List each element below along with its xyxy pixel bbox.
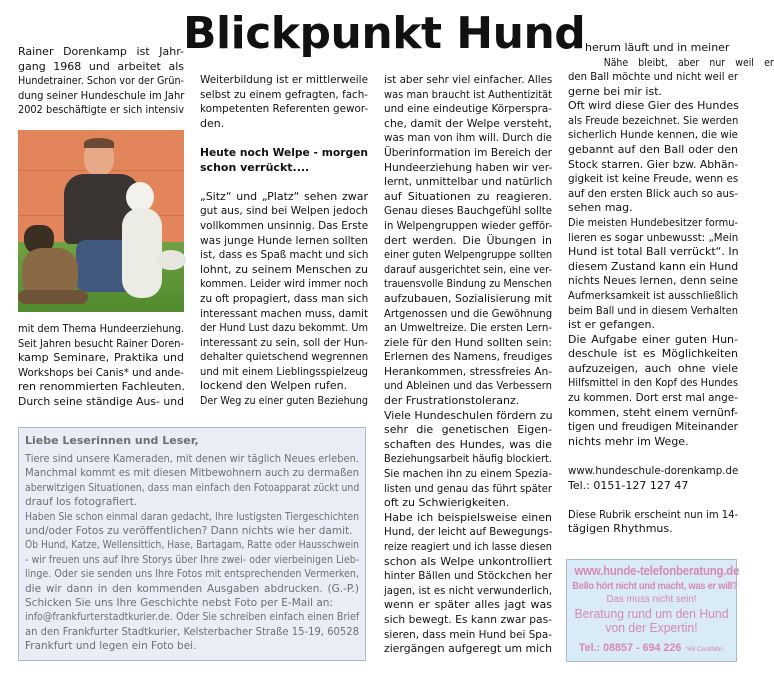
text-line: Habe ich beispielsweise einen [384, 510, 552, 524]
ad-line-4: von der Expertin! [605, 621, 698, 635]
text-line: kompetenten Referenten gewor- [200, 102, 369, 116]
text-line: „Sitz“ und „Platz“ sehen zwar [200, 189, 368, 203]
section-heading-line: Heute noch Welpe - morgen [200, 145, 368, 159]
ad-phone: Tel.: 08857 - 694 226 [578, 642, 682, 654]
text-line: in Welpengruppen wieder gefför- [384, 218, 553, 232]
text-line: Hund ist total Ball verrückt“. In [568, 245, 739, 259]
text-line: vollkommen unsinnig. Das Erste [200, 218, 369, 232]
text-line: Artgenossen und die Gewöhnung [384, 306, 553, 320]
text-line: Genau dieses Bauchgefühl sollte [384, 204, 553, 218]
column-4 [568, 70, 738, 537]
text-line: drauf los fotografiert. [25, 496, 138, 509]
text-line: den. [200, 116, 225, 130]
column-4-head [568, 41, 774, 70]
text-line: ist er gefangen. [568, 318, 655, 332]
text-line: lieren es sogar unbewusst: „Mein [568, 230, 739, 244]
text-line: interessant machen muss, damit [200, 306, 368, 320]
text-line: Hundeerziehung haben wir ver- [384, 160, 553, 174]
text-line: dung seiner Hundeschule im Jahr [18, 88, 185, 102]
text-line: herum läuft und in meiner [585, 41, 730, 54]
text-line: zu oft propagiert, dass man sich [200, 291, 369, 305]
text-line: und eine eindeutige Körperspra- [384, 102, 552, 116]
text-line: und mit einem Lieblingsspielzeug [200, 364, 368, 378]
text-line: an Umweltreize. Die ersten Lern- [384, 321, 553, 335]
text-line: Der Weg zu einer guten Beziehung [200, 394, 368, 408]
column-1-intro [18, 45, 184, 118]
text-line: Beziehungsarbeit häufig blockiert. [384, 452, 552, 466]
text-line: sehen mag. [568, 201, 633, 215]
text-line: gang 1968 und arbeitet als [18, 59, 184, 73]
text-line: - wir freuen uns auf Ihre Storys über Ihre zwei- oder vierbeinigen Lieb- [25, 553, 360, 566]
ad-line-2: Das muss nicht sein! [606, 594, 697, 605]
text-line: kommen. Leider wird immer noch [200, 277, 369, 291]
text-line: aufzubauen, Sozialisierung mit [384, 291, 552, 305]
text-line: zu kommen. Dort erst mal ange- [568, 391, 738, 405]
text-line: was man von ihm will. Durch die [384, 131, 553, 145]
text-line: tägigen Rhythmus. [568, 522, 673, 536]
text-line: lernt, unmittelbar und natürlich [384, 175, 553, 189]
text-line: che, damit der Welpe versteht, [384, 116, 552, 130]
text-line: sieren, dass mein Hund bei Spa- [384, 627, 552, 641]
column-1-bio [18, 322, 184, 410]
text-line: Hilfsmittel in den Kopf des Hundes [568, 376, 738, 390]
text-line: Haben Sie schon einmal daran gedacht, Ihre lustigsten Tiergeschichten [25, 510, 359, 523]
telefonberatung-ad[interactable] [566, 559, 740, 662]
paragraph-gap [568, 493, 738, 508]
text-line: gebannt auf den Ball oder den [568, 142, 738, 156]
paragraph-gap [200, 131, 368, 146]
text-line: Hund, der leicht auf Bewegungs- [384, 525, 553, 539]
text-line: Weiterbildung ist er mittlerweile [200, 73, 368, 86]
text-line: die wir dann in den kommenden Ausgaben abdrucken. (G.-P.) [25, 582, 359, 595]
text-line: Sie machen ihn zu einem Spezia- [384, 467, 552, 481]
reader-box-heading: Liebe Leserinnen und Leser, [25, 434, 199, 447]
text-line: Seit Jahren besucht Rainer Doren- [18, 336, 184, 350]
text-line: an den Frankfurter Stadtkurier, Kelsterbacher Straße 15-19, 60528 [25, 625, 359, 638]
text-line: mit dem Thema Hundeerziehung. [18, 322, 185, 335]
text-line: als Freude bezeichnet. Sie werden [568, 113, 739, 127]
text-line: schaften des Hundes, was die [384, 437, 552, 451]
text-line: Nähe bleibt, aber nur weil er [603, 55, 774, 69]
text-line: listen und genau das führt später [384, 481, 552, 495]
text-line: Frankfurt und legen ein Foto bei. [25, 640, 197, 653]
page-title: Blickpunkt Hund [183, 8, 586, 59]
text-line: selbst zu einem gefragten, fach- [200, 87, 368, 101]
reader-box-body [25, 452, 359, 654]
text-line: Diese Rubrik erscheint nun im 14- [568, 507, 739, 521]
text-line: sich bewegt. Es kann zwar pas- [384, 612, 552, 626]
text-line: dehalter quietschend wegrennen [200, 350, 369, 364]
text-line: der Frustrationstoleranz. [384, 394, 520, 408]
text-line: aufzuzeigen, auch ohne viele [568, 361, 738, 375]
text-line: nichts mehr im Wege. [568, 434, 689, 448]
text-line: ren renommierten Fachleuten. [18, 380, 186, 394]
text-line: dert werden. Die Übungen in [384, 233, 552, 247]
text-line: gut aus, sind bei Welpen jedoch [200, 204, 368, 218]
text-line: Manchmal kommt es mit diesen Mitbewohnern auch zu dermaßen [25, 467, 359, 480]
text-line: tigen und freudigen Miteinander [568, 420, 738, 434]
text-line: darauf ausgerichtet sein, eine ver- [384, 262, 552, 276]
text-line: oft zu Schwierigkeiten. [384, 496, 510, 510]
text-line: Hundetrainer. Schon vor der Grün- [18, 74, 185, 88]
text-line: Überinformation im Bereich der [384, 145, 552, 159]
text-line: ist, dass es Spaß macht und sich [200, 248, 369, 262]
text-line: was junge Hunde lernen sollten [200, 233, 368, 247]
text-line: Die meisten Hundebesitzer formu- [568, 215, 738, 229]
text-line: Viele Hundeschulen fördern zu [384, 408, 553, 422]
ad-line-3: Beratung rund um den Hund [574, 607, 729, 621]
text-line: auf Situationen zu reagieren. [384, 189, 552, 203]
text-line: einer guten Welpengruppe sollten [384, 248, 553, 262]
text-line: gerne bei mir ist. [568, 84, 663, 98]
text-line: linge. Oder sie senden uns Ihre Fotos mit entsprechenden Vermerken, [25, 568, 359, 581]
text-line: ist aber sehr viel einfacher. Alles [384, 73, 553, 86]
text-line: auf den ersten Blick auch so aus- [568, 186, 739, 200]
text-line: Workshops bei Canis* und ande- [18, 365, 184, 379]
text-line: schon als Welpe unkontrolliert [384, 554, 552, 568]
paragraph-gap [568, 449, 738, 464]
text-line: und/oder Fotos zu veröffentlichen? Dann nichts wie her damit. [25, 525, 353, 538]
ad-price-note: *69 Cent/Min. [685, 646, 725, 653]
text-line: Durch seine ständige Aus- und [18, 394, 184, 408]
text-line: gigkeit ist keine Freude, wenn es [568, 172, 739, 186]
text-line: Oft wird diese Gier des Hundes [568, 99, 739, 113]
text-line: Tiere sind unsere Kameraden, mit denen wir täglich Neues erleben. [25, 453, 359, 465]
trainer-with-dogs-photo [18, 130, 184, 312]
text-line: Tel.: 0151-127 127 47 [568, 478, 689, 492]
text-line: Die Aufgabe einer guten Hun- [568, 332, 738, 346]
text-line: jagen, ist es nicht verwunderlich, [384, 583, 552, 597]
text-line: sehr die genetischen Eigen- [384, 423, 552, 437]
section-heading-line: schon verrückt.... [200, 160, 310, 174]
text-line: Aufmerksamkeit ist ausschließlich [568, 288, 739, 302]
text-line: was man braucht ist Authentizität [384, 87, 552, 101]
text-line: lohnt, zu seinem Menschen zu [200, 262, 368, 276]
text-line: und Ableinen und das Verbessern [384, 379, 552, 393]
ad-line-1: Bello hört nicht und macht, was er will? [572, 581, 738, 592]
paragraph-gap [200, 175, 368, 190]
text-line: interessant zu sein, soll der Hun- [200, 335, 368, 349]
text-line: hinter Bällen und Stöckchen her [384, 569, 553, 583]
text-line: Stock starren. Gier bzw. Abhän- [568, 157, 739, 171]
column-2 [200, 73, 368, 409]
text-line: info@frankfurterstadtkurier.de. Oder Sie schreiben einfach einen Brief [25, 611, 360, 624]
text-line: Ob Hund, Katze, Wellensittich, Hase, Bartagam, Ratte oder Hausschwein [25, 539, 359, 552]
text-line: der Hund Lust dazu bekommt. Um [200, 321, 368, 335]
text-line: Herankommen, stressfreies An- [384, 364, 553, 378]
text-line: diesem Zustand kann ein Hund [568, 259, 739, 273]
text-line: ziele für den Hund sollten sein: [384, 335, 553, 349]
text-line: ziergängen aufgeregt um mich [384, 642, 552, 656]
text-line: nichts Neues lernen, denn seine [568, 274, 738, 288]
text-line: reize reagiert und ich lasse diesen [384, 540, 552, 553]
text-line: Rainer Dorenkamp ist Jahr- [18, 45, 184, 58]
text-line: kommen, steht einem vernünf- [568, 405, 739, 419]
text-line: den Ball möchte und nicht weil er [568, 70, 739, 83]
text-line: 2002 beschäftigte er sich intensiv [18, 103, 184, 117]
text-line: trauensvolle Bindung zu Menschen [384, 277, 552, 291]
text-line: www.hundeschule-dorenkamp.de [568, 464, 739, 478]
text-line: beim Ball und in diesem Verhalten [568, 303, 738, 317]
text-line: kamp Seminare, Praktika und [18, 351, 184, 365]
text-line: sicherlich Hunde kennen, die wie [568, 128, 738, 142]
text-line: aberwitzigen Situationen, dass man einfach den Fotoapparat zückt und [25, 481, 360, 494]
ad-url[interactable]: www.hunde-telefonberatung.de [574, 564, 740, 578]
text-line: Schicken Sie uns Ihre Geschichte nebst Foto per E-Mail an: [25, 597, 333, 610]
text-line: wenn er später alles jagt was [384, 598, 552, 612]
text-line: deschule ist es Möglichkeiten [568, 347, 738, 361]
text-line: lockend den Welpen rufen. [200, 379, 348, 393]
column-3 [384, 73, 552, 657]
text-line: Erlernen des Namens, freudiges [384, 350, 553, 364]
reader-call-box [18, 427, 366, 661]
